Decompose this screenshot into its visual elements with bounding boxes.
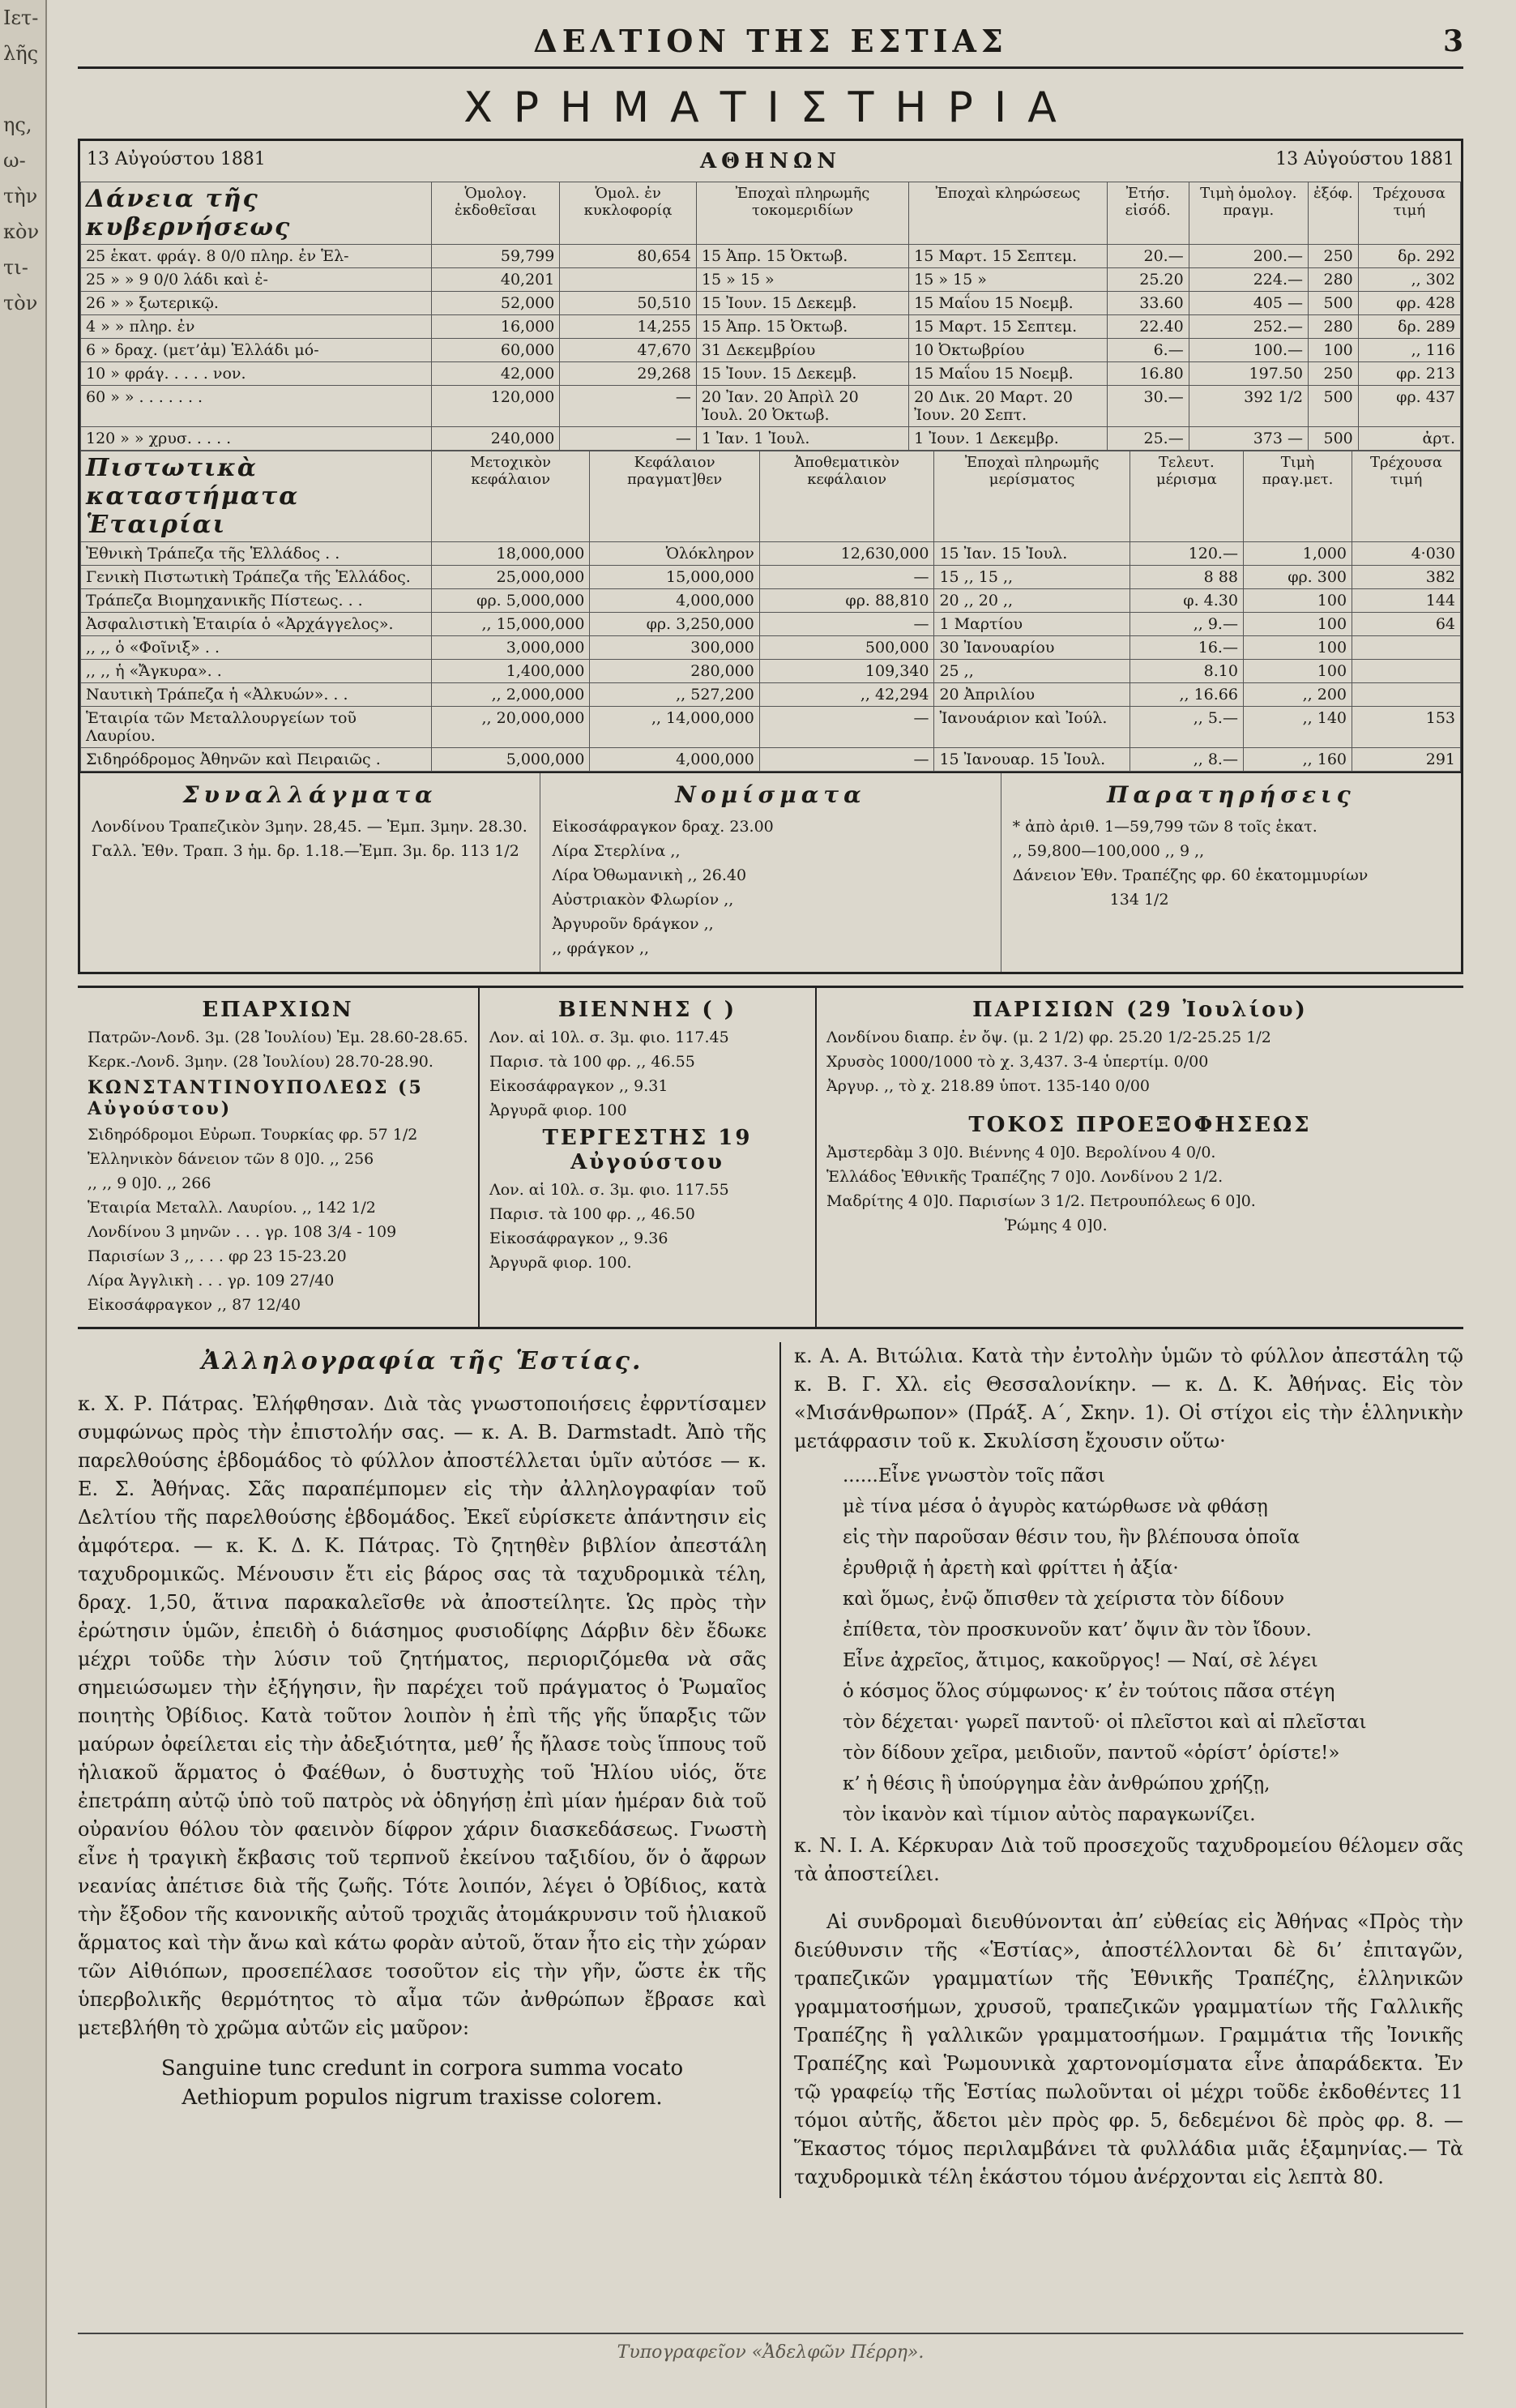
loan-name: 26 » » ξωτερικῷ. [81, 292, 432, 315]
loan-current: ,, 116 [1358, 339, 1460, 362]
provinces-line: Κερκ.-Λονδ. 3μην. (28 Ἰουλίου) 28.70-28.90. [88, 1053, 433, 1071]
rates-line: Ἑλλάδος Ἐθνικῆς Τραπέζης 7 0]0. Λονδίνου 2 1/2. [826, 1168, 1223, 1186]
company-reserve: 109,340 [759, 660, 934, 683]
loan-income: 30.— [1107, 386, 1189, 427]
verse-line: κ’ ἡ θέσις ἣ ὑπούργημα ἐὰν ἀνθρώπου χρήζῃ, [843, 1773, 1270, 1794]
paris-line: Χρυσὸς 1000/1000 τὸ χ. 3,437. 3-4 ὑπερτίμ. 0/00 [826, 1053, 1209, 1071]
loan-circulation: 14,255 [560, 315, 697, 339]
company-share-capital: 25,000,000 [432, 566, 590, 589]
company-dividend-period: 30 Ἰανουαρίου [934, 636, 1130, 660]
company-reserve: 12,630,000 [759, 542, 934, 566]
coin-line: Ἀργυροῦν δράγκον ,, [552, 915, 714, 933]
company-paid-capital: 15,000,000 [590, 566, 759, 589]
company-current-price: 4·030 [1352, 542, 1461, 566]
rates-line: Μαδρίτης 4 0]0. Παρισίων 3 1/2. Πετρουπόλεως 6 0]0. [826, 1192, 1256, 1210]
loan-name: 25 » » 9 0/0 λάδι καὶ ἐ- [81, 268, 432, 292]
company-current-price [1352, 683, 1461, 707]
loan-name: 4 » » πληρ. ἐν [81, 315, 432, 339]
loan-price: 197.50 [1189, 362, 1308, 386]
loan-price: 405 — [1189, 292, 1308, 315]
table-row [81, 362, 1461, 386]
company-current-price: 291 [1352, 748, 1461, 772]
company-share-capital: ,, 15,000,000 [432, 613, 590, 636]
loan-income: 25.— [1107, 427, 1189, 451]
vienna-block [480, 988, 817, 1327]
company-paid-capital: 300,000 [590, 636, 759, 660]
col-last-dividend: Τελευτ. μέρισμα [1130, 451, 1243, 542]
loan-circulation: — [560, 386, 697, 427]
col-paid-capital: Κεφάλαιον πραγματ]θεν [590, 451, 759, 542]
stock-exchange-title: ΧΡΗΜΑΤΙΣΤΗΡΙΑ [463, 83, 1078, 132]
loan-circulation: — [560, 427, 697, 451]
company-last-dividend: ,, 9.— [1130, 613, 1243, 636]
cp-line: Παρισίων 3 ,, . . . φρ 23 15-23.20 [88, 1247, 347, 1265]
loan-coupon: 15 Ἰουν. 15 Δεκεμβ. [696, 362, 908, 386]
loan-par: 280 [1309, 315, 1359, 339]
constantinople-title: ΚΩΝΣΤΑΝΤΙΝΟΥΠΟΛΕΩΣ (5 Αὐγούστου) [88, 1077, 424, 1119]
correspondence-paragraph: κ. Ν. Ι. Α. Κέρκυραν Διὰ τοῦ προσεχοῦς ταχυδρομείου θέλομεν σᾶς τὰ ἀποστείλει. [794, 1834, 1463, 1885]
coin-line: ,, φράγκον ,, [552, 939, 650, 957]
verse-line: ἐρυθριᾷ ἡ ἀρετὴ καὶ φρίττει ἡ ἀξία· [843, 1558, 1179, 1579]
trieste-line: Ἀργυρᾶ φιορ. 100. [489, 1254, 632, 1272]
company-last-dividend: ,, 8.— [1130, 748, 1243, 772]
company-name: Γενικὴ Πιστωτικὴ Τράπεζα τῆς Ἑλλάδος. [81, 566, 432, 589]
trieste-title: ΤΕΡΓΕΣΤΗΣ 19 Αὐγούστου [542, 1126, 753, 1174]
running-head [78, 16, 1463, 69]
table-row [81, 636, 1461, 660]
correspondence-section [78, 1342, 1463, 2198]
col-current: Τρέχουσα τιμή [1358, 182, 1460, 245]
table-row [81, 268, 1461, 292]
company-nominal-price: ,, 200 [1243, 683, 1352, 707]
company-share-capital: 3,000,000 [432, 636, 590, 660]
page-number: 3 [1442, 24, 1463, 58]
correspondence-left-column [78, 1342, 781, 2198]
loan-issued: 52,000 [432, 292, 560, 315]
latin-line: Sanguine tunc credunt in corpora summa vocato [160, 2056, 684, 2081]
company-name: Ναυτικὴ Τράπεζα ἡ «Ἀλκυών». . . [81, 683, 432, 707]
loan-issued: 60,000 [432, 339, 560, 362]
correspondence-paragraph: κ. Α. Α. Βιτώλια. Κατὰ τὴν ἐντολὴν ὑμῶν τὸ φύλλον ἀπεστάλη τῷ κ. Β. Γ. Χλ. εἰς Θεσσαλονίκην. — κ. Δ. Κ. Ἀθήνας. Εἰς τὸν «Μισάνθρωπον» (Πράξ. Α΄, Σκην. 1). Οἱ στίχοι εἰς τὴν ἑλληνικὴν μετάφρασιν τοῦ κ. Σκυλίσση ἔχουσιν οὕτω· [794, 1345, 1463, 1452]
loan-draw: 10 Ὀκτωβρίου [909, 339, 1108, 362]
discount-rates-title: ΤΟΚΟΣ ΠΡΟΕΞΟΦΗΣΕΩΣ [968, 1113, 1312, 1137]
company-dividend-period: 25 ,, [934, 660, 1130, 683]
latin-line: Aethiopum populos nigrum traxisse colorem. [181, 2085, 663, 2110]
company-paid-capital: 280,000 [590, 660, 759, 683]
company-nominal-price: 1,000 [1243, 542, 1352, 566]
company-last-dividend: 120.— [1130, 542, 1243, 566]
remarks-column [1001, 773, 1461, 972]
company-paid-capital: ,, 527,200 [590, 683, 759, 707]
company-paid-capital: ,, 14,000,000 [590, 707, 759, 748]
vienna-line: Παρισ. τὰ 100 φρ. ,, 46.55 [489, 1053, 695, 1071]
loan-income: 6.— [1107, 339, 1189, 362]
loan-name: 6 » δραχ. (μετ’ἀμ) Ἑλλάδι μό- [81, 339, 432, 362]
verse-line: καὶ ὅμως, ἐνῷ ὄπισθεν τὰ χείριστα τὸν δίδουν [843, 1589, 1285, 1610]
loan-current: δρ. 289 [1358, 315, 1460, 339]
company-name: Τράπεζα Βιομηχανικῆς Πίστεως. . . [81, 589, 432, 613]
loans-heading: Δάνεια τῆς κυβερνήσεως [81, 182, 432, 245]
loan-income: 22.40 [1107, 315, 1189, 339]
table-row [81, 542, 1461, 566]
company-nominal-price: ,, 160 [1243, 748, 1352, 772]
verse-line: τὸν ἱκανὸν καὶ τίμιον αὐτὸς παραγκωνίζει. [843, 1804, 1256, 1825]
loan-circulation: 29,268 [560, 362, 697, 386]
coins-column [540, 773, 1001, 972]
company-current-price: 382 [1352, 566, 1461, 589]
loan-current: φρ. 213 [1358, 362, 1460, 386]
verse-line: Εἶνε ἀχρεῖος, ἄτιμος, κακοῦργος! — Ναί, σὲ λέγει [843, 1650, 1318, 1671]
loan-income: 16.80 [1107, 362, 1189, 386]
company-paid-capital: φρ. 3,250,000 [590, 613, 759, 636]
loan-price: 373 — [1189, 427, 1308, 451]
cp-line: Λονδίνου 3 μηνῶν . . . γρ. 108 3/4 - 109 [88, 1223, 397, 1241]
loan-circulation: 47,670 [560, 339, 697, 362]
loan-coupon: 15 Ἰουν. 15 Δεκεμβ. [696, 292, 908, 315]
loan-draw: 15 » 15 » [909, 268, 1108, 292]
newspaper-title: ΔΕΛΤΙΟΝ ΤΗΣ ΕΣΤΙΑΣ [533, 23, 1008, 59]
remark-line: Δάνειον Ἐθν. Τραπέζης φρ. 60 ἑκατομμυρίων [1012, 866, 1369, 884]
loan-draw: 15 Μαρτ. 15 Σεπτεμ. [909, 245, 1108, 268]
col-nominal-price: Τιμὴ πραγ.μετ. [1243, 451, 1352, 542]
loan-draw: 20 Δικ. 20 Μαρτ. 20 Ἰουν. 20 Σεπτ. [909, 386, 1108, 427]
coin-line: Λίρα Ὀθωμανικὴ ,, 26.40 [552, 866, 747, 884]
loan-current: ,, 302 [1358, 268, 1460, 292]
loan-par: 100 [1309, 339, 1359, 362]
loan-current: ἀρτ. [1358, 427, 1460, 451]
loan-price: 100.— [1189, 339, 1308, 362]
loan-price: 252.— [1189, 315, 1308, 339]
loan-issued: 40,201 [432, 268, 560, 292]
loan-circulation: 50,510 [560, 292, 697, 315]
subscription-notice: Αἱ συνδρομαὶ διευθύνονται ἀπ’ εὐθείας εἰς Ἀθήνας «Πρὸς τὴν διεύθυνσιν τῆς «Ἑστίας», ἀποστέλλονται δὲ δι’ ἐπιταγῶν, τραπεζικῶν γραμματίων τῆς Ἐθνικῆς Τραπέζης, ἑλληνικῶν γραμματοσήμων, χρυσοῦ, τραπεζικῶν γραμματίων τῆς Γαλλικῆς Τραπέζης ἢ γαλλικῶν γραμματοσήμων. Γραμμάτια τῆς Ἰονικῆς Τραπέζης καὶ Ῥωμουνικὰ χαρτονομίσματα εἶνε ἀπαράδεκτα. Ἐν τῷ γραφείῳ τῆς Ἑστίας πωλοῦνται οἱ μέχρι τοῦδε ἐκδοθέντες 11 τόμοι αὐτῆς, ἄδετοι μὲν πρὸς φρ. 5, δεδεμένοι δὲ πρὸς φρ. 8. — Ἕκαστος τόμος περιλαμβάνει τὰ φυλλάδια μιᾶς ἑξαμηνίας.— Τὰ ταχυδρομικὰ τέλη ἑκάστου τόμου ἀνέρχονται εἰς λεπτὰ 80. [794, 1910, 1463, 2188]
company-current-price: 64 [1352, 613, 1461, 636]
company-name: ,, ,, ἡ «Ἄγκυρα». . [81, 660, 432, 683]
verse-line: τὸν δέχεται· γωρεῖ παντοῦ· οἱ πλεῖστοι καὶ αἱ πλεῖσται [843, 1712, 1367, 1733]
loan-price: 200.— [1189, 245, 1308, 268]
company-dividend-period: 20 Ἀπριλίου [934, 683, 1130, 707]
cp-line: Ἑλληνικὸν δάνειον τῶν 8 0]0. ,, 256 [88, 1150, 374, 1168]
correspondence-title: Ἀλληλογραφία τῆς Ἑστίας. [201, 1347, 643, 1375]
company-reserve: ,, 42,294 [759, 683, 934, 707]
loan-coupon: 15 Ἀπρ. 15 Ὀκτωβ. [696, 315, 908, 339]
rates-line: Ἀμστερδὰμ 3 0]0. Βιέννης 4 0]0. Βερολίνου 4 0/0. [826, 1144, 1216, 1161]
company-share-capital: 1,400,000 [432, 660, 590, 683]
company-dividend-period: 15 Ἰαν. 15 Ἰουλ. [934, 542, 1130, 566]
table-row [81, 386, 1461, 427]
company-reserve: — [759, 566, 934, 589]
date-left: 13 Αὐγούστου 1881 [87, 149, 266, 169]
loan-coupon: 1 Ἰαν. 1 Ἰουλ. [696, 427, 908, 451]
company-name: ,, ,, ὁ «Φοῖνιξ» . . [81, 636, 432, 660]
company-reserve: — [759, 748, 934, 772]
rates-line: Ῥώμης 4 0]0. [1005, 1217, 1108, 1234]
latin-verse [78, 2054, 767, 2112]
verse-line: εἰς τὴν παροῦσαν θέσιν του, ἣν βλέπουσα ὁποῖα [843, 1527, 1300, 1548]
trieste-line: Λον. αἱ 10λ. σ. 3μ. φιο. 117.55 [489, 1181, 729, 1199]
company-current-price [1352, 636, 1461, 660]
col-income: Ἐτήσ. εἰσόδ. [1107, 182, 1189, 245]
loan-coupon: 15 » 15 » [696, 268, 908, 292]
loan-name: 10 » φράγ. . . . . νον. [81, 362, 432, 386]
loan-current: φρ. 437 [1358, 386, 1460, 427]
provinces-line: Πατρῶν-Λονδ. 3μ. (28 Ἰουλίου) Ἐμ. 28.60-28.65. [88, 1029, 468, 1046]
remark-line: * ἀπὸ ἀριθ. 1—59,799 τῶν 8 τοῖς ἑκατ. [1012, 818, 1317, 836]
col-draw: Ἐποχαὶ κληρώσεως [909, 182, 1108, 245]
loan-current: δρ. 292 [1358, 245, 1460, 268]
company-current-price [1352, 660, 1461, 683]
company-reserve: — [759, 613, 934, 636]
cp-line: ,, ,, 9 0]0. ,, 266 [88, 1174, 211, 1192]
col-current-price: Τρέχουσα τιμή [1352, 451, 1461, 542]
company-share-capital: ,, 2,000,000 [432, 683, 590, 707]
company-current-price: 144 [1352, 589, 1461, 613]
coin-line: Αὐστριακὸν Φλωρίον ,, [552, 891, 734, 909]
verse-line: ἐπίθετα, τὸν προσκυνοῦν κατ’ ὄψιν ἂν τὸν ἴδουν. [843, 1619, 1312, 1640]
remarks-title: Παρατηρήσεις [1107, 781, 1356, 808]
foreign-markets [78, 986, 1463, 1329]
col-issued: Ὁμολογ. ἐκδοθεῖσαι [432, 182, 560, 245]
company-paid-capital: Ὁλόκληρον [590, 542, 759, 566]
table-row [81, 683, 1461, 707]
loan-current: φρ. 428 [1358, 292, 1460, 315]
loan-coupon: 20 Ἰαν. 20 Ἀπρὶλ 20 Ἰουλ. 20 Ὀκτωβ. [696, 386, 908, 427]
athens-header [80, 141, 1461, 182]
coin-line: Λίρα Στερλίνα ,, [552, 842, 681, 860]
col-coupon: Ἐποχαὶ πληρωμῆς τοκομεριδίων [696, 182, 908, 245]
loan-issued: 59,799 [432, 245, 560, 268]
government-loans-table [80, 182, 1461, 451]
loan-income: 33.60 [1107, 292, 1189, 315]
company-dividend-period: Ἰανουάριον καὶ Ἰούλ. [934, 707, 1130, 748]
company-share-capital: φρ. 5,000,000 [432, 589, 590, 613]
table-row [81, 245, 1461, 268]
loan-issued: 240,000 [432, 427, 560, 451]
verse-line: ......Εἶνε γνωστὸν τοῖς πᾶσι [843, 1465, 1106, 1486]
provinces-title: ΕΠΑΡΧΙΩΝ [202, 998, 354, 1022]
company-dividend-period: 15 ,, 15 ,, [934, 566, 1130, 589]
table-row [81, 315, 1461, 339]
loan-par: 250 [1309, 245, 1359, 268]
company-dividend-period: 20 ,, 20 ,, [934, 589, 1130, 613]
table-row [81, 707, 1461, 748]
company-last-dividend: ,, 16.66 [1130, 683, 1243, 707]
company-name: Ἀσφαλιστικὴ Ἑταιρία ὁ «Ἀρχάγγελος». [81, 613, 432, 636]
table-row [81, 566, 1461, 589]
loan-circulation: 80,654 [560, 245, 697, 268]
athens-title: ΑΘΗΝΩΝ [699, 149, 842, 173]
table-row [81, 292, 1461, 315]
company-reserve: 500,000 [759, 636, 934, 660]
table-row [81, 748, 1461, 772]
loan-par: 250 [1309, 362, 1359, 386]
company-last-dividend: 8.10 [1130, 660, 1243, 683]
col-par: ἐξόφ. [1309, 182, 1359, 245]
col-share-capital: Μετοχικὸν κεφάλαιον [432, 451, 590, 542]
companies-table [80, 451, 1461, 772]
exchange-line: Λονδίνου Τραπεζικὸν 3μην. 28,45. — Ἐμπ. 3μην. 28.30. [92, 818, 527, 836]
trieste-line: Εἰκοσάφραγκον ,, 9.36 [489, 1230, 668, 1247]
company-dividend-period: 1 Μαρτίου [934, 613, 1130, 636]
loan-issued: 120,000 [432, 386, 560, 427]
company-reserve: φρ. 88,810 [759, 589, 934, 613]
loan-name: 60 » » . . . . . . . [81, 386, 432, 427]
paris-line: Λονδίνου διαπρ. ἐν ὄψ. (μ. 2 1/2) φρ. 25.20 1/2-25.25 1/2 [826, 1029, 1271, 1046]
trieste-line: Παρισ. τὰ 100 φρ. ,, 46.50 [489, 1205, 695, 1223]
table-row [81, 427, 1461, 451]
loan-name: 25 ἑκατ. φράγ. 8 0/0 πληρ. ἐν Ἑλ- [81, 245, 432, 268]
company-last-dividend: 16.— [1130, 636, 1243, 660]
loan-price: 392 1/2 [1189, 386, 1308, 427]
company-nominal-price: 100 [1243, 660, 1352, 683]
company-last-dividend: ,, 5.— [1130, 707, 1243, 748]
correspondence-right-column [781, 1342, 1463, 2198]
exchange-line: Γαλλ. Ἐθν. Τραπ. 3 ἡμ. δρ. 1.18.—Ἐμπ. 3μ. δρ. 113 1/2 [92, 842, 519, 860]
company-nominal-price: ,, 140 [1243, 707, 1352, 748]
coins-title: Νομίσματα [675, 781, 866, 808]
verse-line: τὸν δίδουν χεῖρα, μειδιοῦν, παντοῦ «ὁρίστ’ ὁρίστε!» [843, 1743, 1340, 1764]
vienna-line: Εἰκοσάφραγκον ,, 9.31 [489, 1077, 668, 1095]
verse-line: ὁ κόσμος ὅλος σύμφωνος· κ’ ἐν τούτοις πᾶσα στέγη [843, 1681, 1335, 1702]
cp-line: Ἑταιρία Μεταλλ. Λαυρίου. ,, 142 1/2 [88, 1199, 376, 1217]
loan-name: 120 » » χρυσ. . . . . [81, 427, 432, 451]
vienna-line: Λον. αἱ 10λ. σ. 3μ. φιο. 117.45 [489, 1029, 729, 1046]
company-name: Ἑταιρία τῶν Μεταλλουργείων τοῦ Λαυρίου. [81, 707, 432, 748]
table-row [81, 613, 1461, 636]
provinces-block [78, 988, 480, 1327]
company-current-price: 153 [1352, 707, 1461, 748]
company-dividend-period: 15 Ἰανουαρ. 15 Ἰουλ. [934, 748, 1130, 772]
exchange-title: Συναλλάγματα [182, 781, 438, 808]
table-row [81, 339, 1461, 362]
company-name: Σιδηρόδρομος Ἀθηνῶν καὶ Πειραιῶς . [81, 748, 432, 772]
coin-line: Εἰκοσάφραγκον δραχ. 23.00 [552, 818, 774, 836]
loan-issued: 16,000 [432, 315, 560, 339]
paris-line: Ἀργυρ. ,, τὸ χ. 218.89 ὑποτ. 135-140 0/00 [826, 1077, 1150, 1095]
loan-par: 500 [1309, 427, 1359, 451]
loan-price: 224.— [1189, 268, 1308, 292]
company-name: Ἐθνικὴ Τράπεζα τῆς Ἑλλάδος . . [81, 542, 432, 566]
paris-title: ΠΑΡΙΣΙΩΝ (29 Ἰουλίου) [972, 998, 1308, 1022]
col-circulation: Ὁμολ. ἐν κυκλοφορίᾳ [560, 182, 697, 245]
verse-line: μὲ τίνα μέσα ὁ ἀγυρὸς κατώρθωσε νὰ φθάσῃ [843, 1496, 1268, 1517]
loan-draw: 15 Μαΐου 15 Νοεμβ. [909, 292, 1108, 315]
newspaper-page [78, 16, 1463, 2391]
table-row [81, 589, 1461, 613]
remark-line: 134 1/2 [1109, 891, 1169, 909]
company-nominal-price: 100 [1243, 636, 1352, 660]
loan-draw: 15 Μαΐου 15 Νοεμβ. [909, 362, 1108, 386]
company-paid-capital: 4,000,000 [590, 748, 759, 772]
loan-par: 500 [1309, 386, 1359, 427]
loan-draw: 1 Ἰουν. 1 Δεκεμβρ. [909, 427, 1108, 451]
company-nominal-price: 100 [1243, 613, 1352, 636]
vienna-line: Ἀργυρᾶ φιορ. 100 [489, 1101, 627, 1119]
paris-block [817, 988, 1463, 1327]
loan-draw: 15 Μαρτ. 15 Σεπτεμ. [909, 315, 1108, 339]
company-share-capital: ,, 20,000,000 [432, 707, 590, 748]
remark-line: ,, 59,800—100,000 ,, 9 ,, [1012, 842, 1205, 860]
loan-circulation [560, 268, 697, 292]
vienna-title: ΒΙΕΝΝΗΣ ( ) [557, 998, 737, 1022]
loan-income: 25.20 [1107, 268, 1189, 292]
loan-coupon: 31 Δεκεμβρίου [696, 339, 908, 362]
date-right: 13 Αὐγούστου 1881 [1275, 149, 1454, 169]
table-row [81, 660, 1461, 683]
loan-par: 280 [1309, 268, 1359, 292]
correspondence-paragraph: κ. Χ. Ρ. Πάτρας. Ἐλήφθησαν. Διὰ τὰς γνωστοποιήσεις ἐφρντίσαμεν συμφώνως πρὸς τὴν ἐπιστολήν σας. — κ. Α. Β. Darmstadt. Ἀπὸ τῆς παρελθούσης ἑβδομάδος τὸ φύλλον ἀποστέλλεται ὑμῖν αὐτόσε — κ. Ε. Σ. Ἀθήνας. Σᾶς παραπέμπομεν εἰς τὴν ἀλληλογραφίαν τοῦ Δελτίου τῆς παρελθούσης ἑβδομάδος. Ἐκεῖ εὑρίσκετε ἀπάντησιν εἰς ἀμφότερα. — κ. Κ. Δ. Κ. Πάτρας. Τὸ ζητηθὲν βιβλίον ἀπεστάλη ταχυδρομικῶς. Μένουσιν ἔτι εἰς βάρος σας τὰ ταχυδρομικὰ τέλη, δραχ. 1,50, ἅτινα παρακαλεῖσθε νὰ ἀποστείλητε. Ὡς πρὸς τὴν ἐρώτησιν ὑμῶν, ἐπειδὴ ὁ διάσημος φυσιοδίφης Δάρβιν δὲν ἔδωκε μέχρι τοῦδε τὴν λύσιν τοῦ ζητήματος, περιοριζόμεθα νὰ σᾶς σημειώσωμεν τὴν ἐξήγησιν, ἣν παρέχει τοῦ πράγματος ὁ Ῥωμαῖος ποιητὴς Ὀβίδιος. Κατὰ τοῦτον λοιπὸν ἡ ἐπὶ τῆς γῆς ὕπαρξις τῶν μαύρων ὀφείλεται εἰς τὴν ἀδεξιότητα, μεθ’ ἧς ἤλασε τοὺς ἵππους τοῦ ἡλιακοῦ ἅρματος ὁ Φαέθων, ὁ δυστυχὴς τοῦ Ἡλίου υἱός, ὅτε ἐπετράπη αὐτῷ ὑπὸ τοῦ πατρὸς νὰ ὁδηγήσῃ ἐπὶ μίαν ἡμέραν διὰ τοῦ οὐρανίου θόλου τὸν φαεινὸν δίφρον χάριν διασκεδάσεως. Γνωστὴ εἶνε ἡ τραγικὴ ἔκβασις τοῦ τερπνοῦ ἐκείνου ταξιδίου, ὅν ὁ ἄφρων νεανίας ἀπέτισε διὰ τῆς ζωῆς. Τότε λοιπόν, λέγει ὁ Ὀβίδιος, κατὰ τὴν ἔξοδον τῆς κανονικῆς αὐτοῦ τροχιᾶς ἀτομάκρυνσιν τοῦ ἡλιακοῦ ἅρματος καὶ τὴν ἄνω καὶ κάτω φορὰν αὐτοῦ, ὅταν ἦτο εἰς τὴν χώραν τῶν Αἰθιόπων, προσεπέλασε τοσοῦτον εἰς τὴν γῆν, ὥστε ἐκ τῆς ὑπερβολικῆς θερμότητος τὸ αἷμα τῶν ἀνθρώπων ἔβρασε καὶ μετεβλήθη τὸ χρῶμα αὐτῶν εἰς μαῦρον: [78, 1392, 767, 2039]
financial-tables [78, 139, 1463, 974]
company-reserve: — [759, 707, 934, 748]
exchange-coins-remarks [80, 772, 1461, 972]
printer-footer: Τυπογραφεῖον «Ἀδελφῶν Πέρρη». [78, 2333, 1463, 2391]
company-nominal-price: 100 [1243, 589, 1352, 613]
previous-page-edge: Ιετ- λῆς ης, ω- τὴν κὸν τι- τὸν [0, 0, 47, 2408]
company-last-dividend: 8 88 [1130, 566, 1243, 589]
company-share-capital: 18,000,000 [432, 542, 590, 566]
loan-issued: 42,000 [432, 362, 560, 386]
col-dividend-period: Ἐποχαὶ πληρωμῆς μερίσματος [934, 451, 1130, 542]
loan-par: 500 [1309, 292, 1359, 315]
cp-line: Λίρα Ἀγγλικὴ . . . γρ. 109 27/40 [88, 1272, 335, 1290]
col-reserve: Ἀποθεματικὸν κεφάλαιον [759, 451, 934, 542]
companies-heading: Πιστωτικὰ καταστήματα Ἑταιρίαι [81, 451, 432, 542]
cp-line: Σιδηρόδρομοι Εὐρωπ. Τουρκίας φρ. 57 1/2 [88, 1126, 418, 1144]
company-last-dividend: φ. 4.30 [1130, 589, 1243, 613]
company-nominal-price: φρ. 300 [1243, 566, 1352, 589]
exchange-column [80, 773, 540, 972]
loan-coupon: 15 Ἀπρ. 15 Ὀκτωβ. [696, 245, 908, 268]
loan-income: 20.— [1107, 245, 1189, 268]
cp-line: Εἰκοσάφραγκον ,, 87 12/40 [88, 1296, 301, 1314]
col-price: Τιμὴ ὁμολογ. πραγμ. [1189, 182, 1308, 245]
company-paid-capital: 4,000,000 [590, 589, 759, 613]
company-share-capital: 5,000,000 [432, 748, 590, 772]
